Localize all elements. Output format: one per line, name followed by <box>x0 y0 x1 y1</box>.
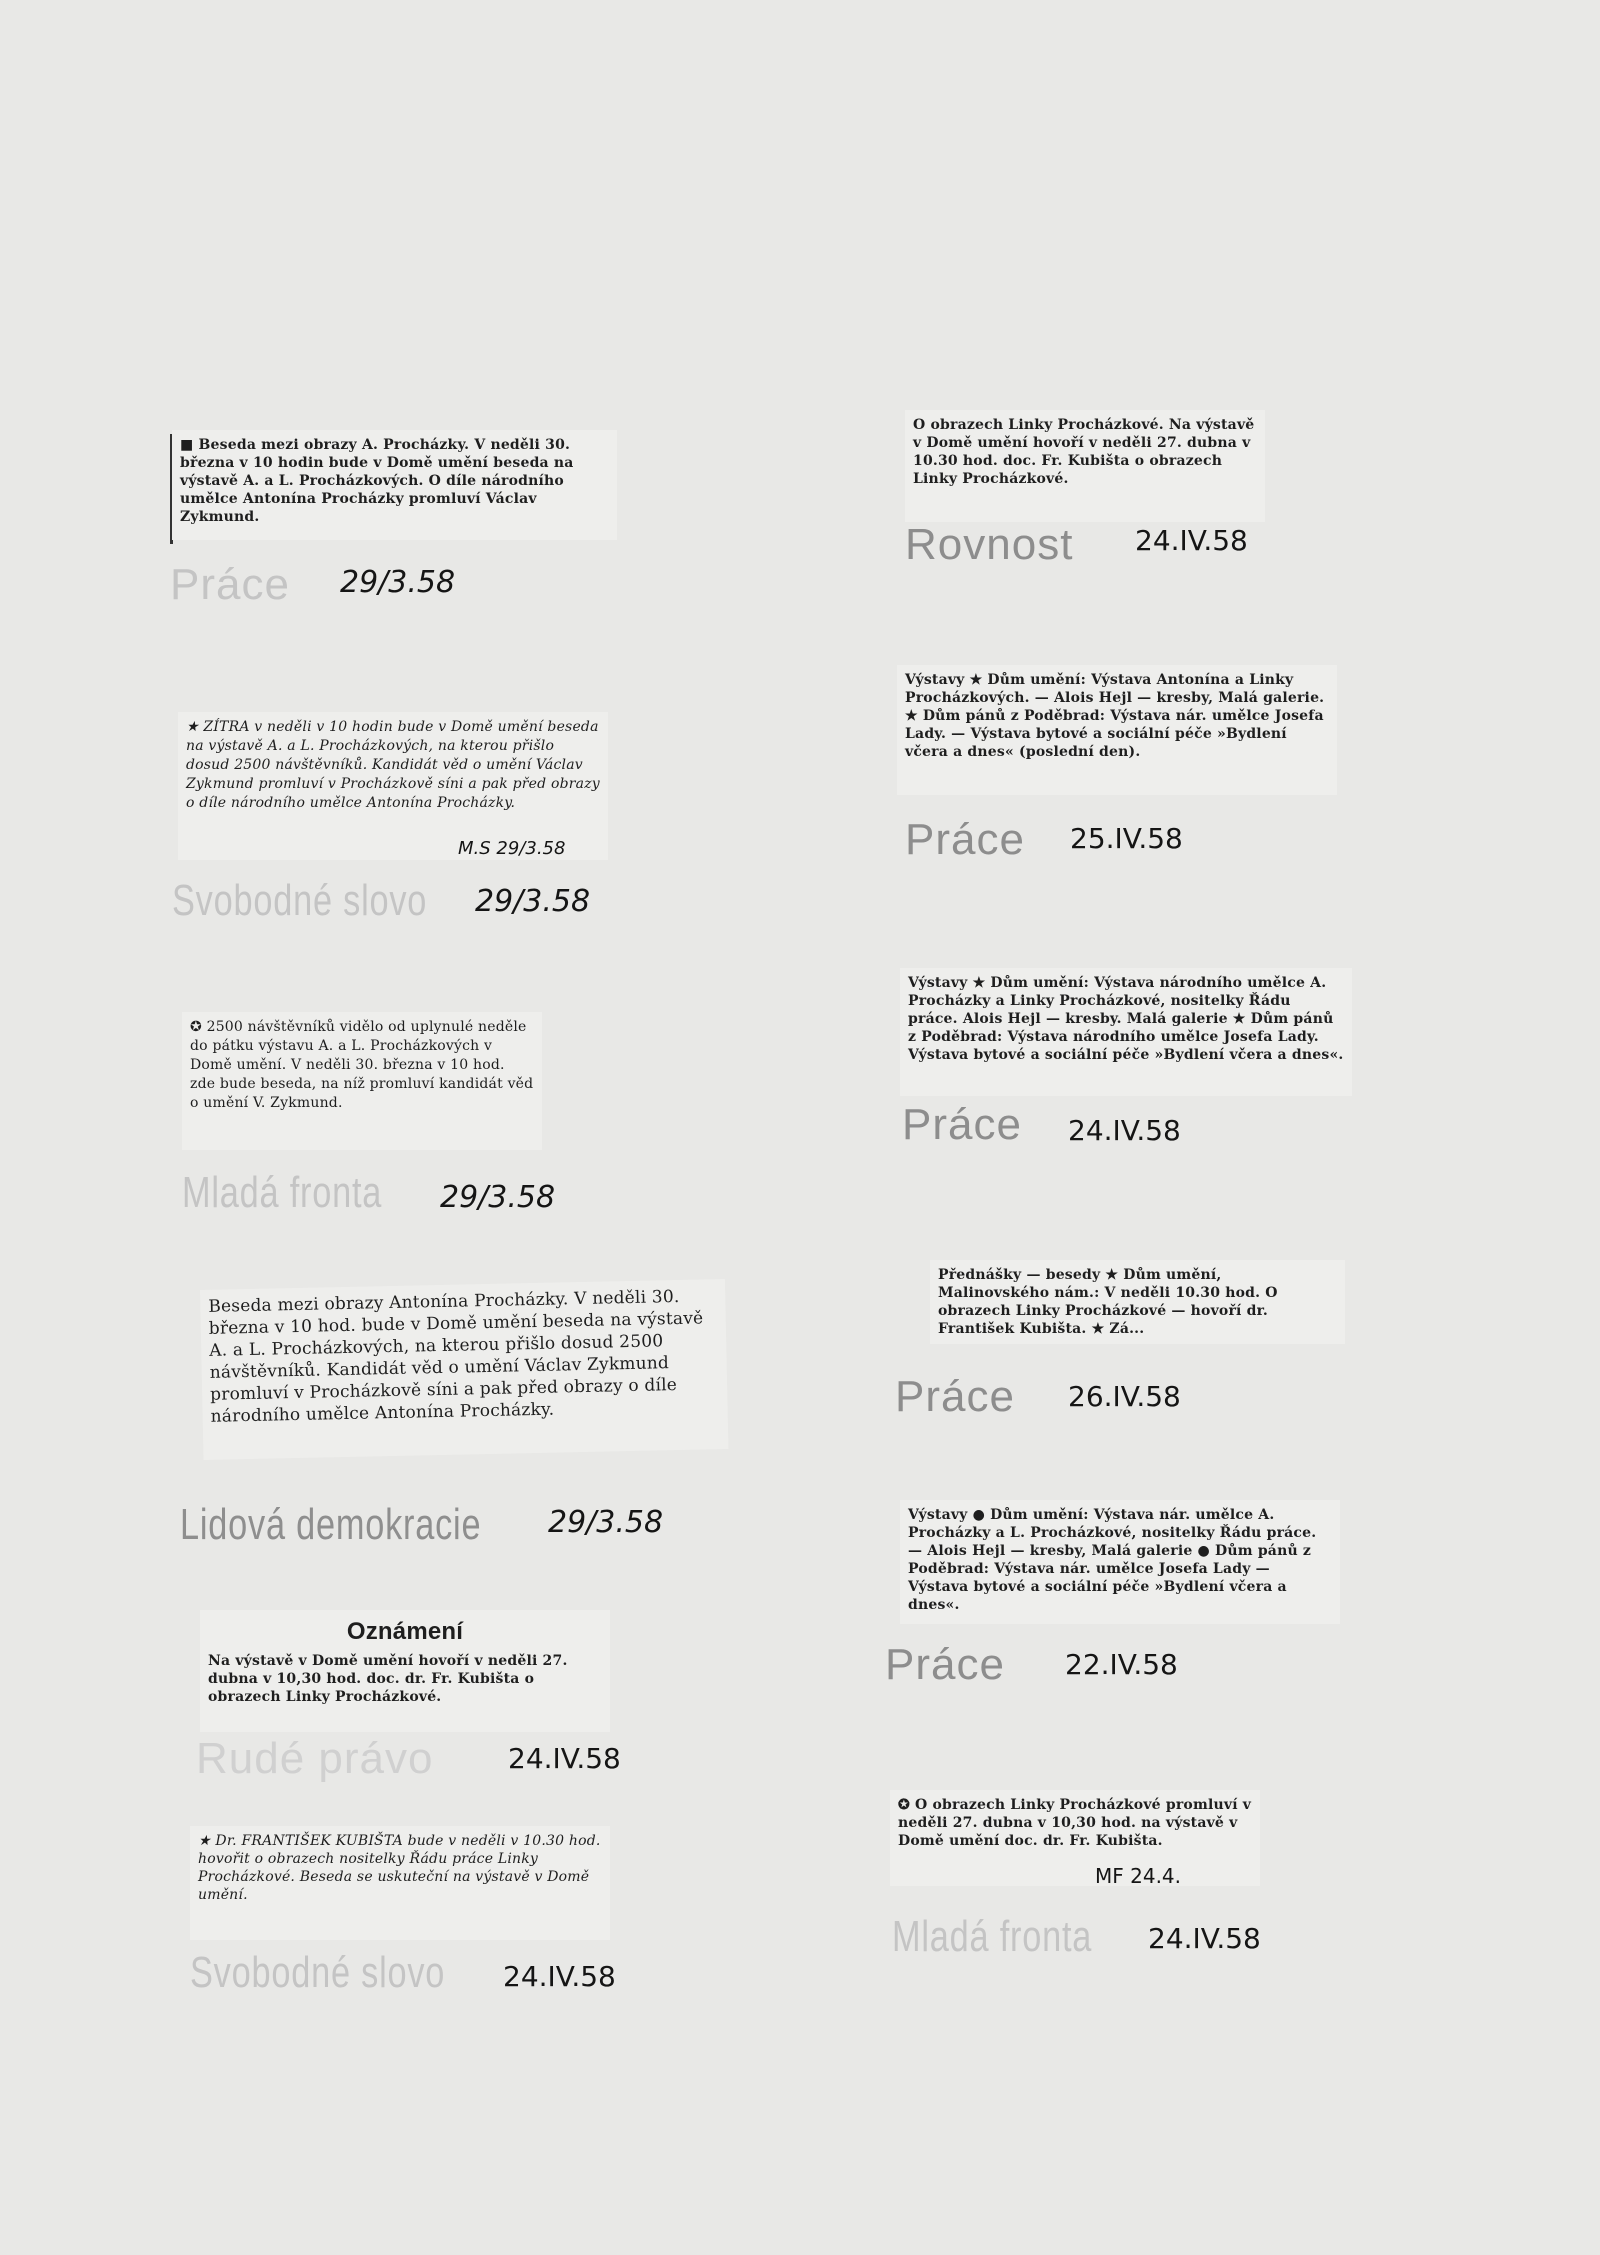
handwritten-note: MF 24.4. <box>1095 1864 1182 1888</box>
newspaper-source: Rudé právo <box>196 1734 434 1783</box>
handwritten-note: M.S 29/3.58 <box>458 838 566 859</box>
handwritten-date: 24.IV.58 <box>503 1960 616 1993</box>
newspaper-source: Lidová demokracie <box>180 1500 482 1549</box>
newspaper-clipping <box>905 410 1265 522</box>
newspaper-clipping <box>900 1500 1340 1624</box>
handwritten-date: 25.IV.58 <box>1070 822 1183 855</box>
newspaper-source: Rovnost <box>905 520 1074 569</box>
clipping-text: Beseda mezi obrazy Antonína Procházky. V neděli 30. března v 10 hod. bude v Domě umění beseda na výstavě A. a L. Procházkových, na kterou přišlo dosud 2500 návštěvníků. Kandidát věd o umění Václav Zykmund promluví v Procházkově síni a pak před obrazy o díle národního umělce Antonína Procházky. <box>208 1286 704 1427</box>
handwritten-date: 29/3.58 <box>440 1180 556 1215</box>
handwritten-date: 24.IV.58 <box>1068 1114 1181 1147</box>
handwritten-date: 29/3.58 <box>340 565 456 600</box>
handwritten-date: 24.IV.58 <box>508 1742 621 1775</box>
newspaper-clipping <box>200 1279 728 1460</box>
newspaper-clipping <box>897 665 1337 795</box>
handwritten-date: 29/3.58 <box>548 1505 664 1540</box>
clipping-text: ■ Beseda mezi obrazy A. Procházky. V neděli 30. března v 10 hodin bude v Domě umění beseda na výstavě A. a L. Procházkových. O díle národního umělce Antonína Procházky promluví Václav Zykmund. <box>180 437 574 525</box>
newspaper-source: Mladá fronta <box>182 1168 383 1217</box>
handwritten-date: 26.IV.58 <box>1068 1380 1181 1413</box>
newspaper-source: Práce <box>170 560 290 609</box>
clipping-title: Oznámení <box>346 1618 464 1645</box>
clipping-text: Výstavy ● Dům umění: Výstava nár. umělce A. Procházky a L. Procházkové, nositelky Řádu práce. — Alois Hejl — kresby, Malá galerie ● Dům pánů z Poděbrad: Výstava nár. umělce Josefa Lady — Výstava bytové a sociální péče »Bydlení včera a dnes«. <box>908 1507 1317 1613</box>
newspaper-clipping <box>930 1260 1345 1344</box>
newspaper-clipping <box>900 968 1352 1096</box>
newspaper-clipping <box>200 1610 610 1732</box>
newspaper-clipping <box>190 1826 610 1940</box>
newspaper-source: Svobodné slovo <box>190 1948 446 1997</box>
handwritten-date: 24.IV.58 <box>1148 1922 1261 1955</box>
clipping-text: Na výstavě v Domě umění hovoří v neděli 27. dubna v 10,30 hod. doc. dr. Fr. Kubišta o obrazech Linky Procházkové. <box>208 1653 568 1705</box>
handwritten-date: 22.IV.58 <box>1065 1648 1178 1681</box>
newspaper-clipping <box>182 1012 542 1150</box>
clipping-text: ★ ZÍTRA v neděli v 10 hodin bude v Domě umění beseda na výstavě A. a L. Procházkových, na kterou přišlo dosud 2500 návštěvníků. Kandidát věd o umění Václav Zykmund promluví v Procházkově síni a pak před obrazy o díle národního umělce Antonína Procházky. <box>186 719 600 811</box>
clipping-text: Přednášky — besedy ★ Dům umění, Malinovského nám.: V neděli 10.30 hod. O obrazech Linky Procházkové — hovoří dr. František Kubišta. ★ Zá... <box>938 1267 1278 1337</box>
newspaper-source: Práce <box>902 1100 1022 1149</box>
newspaper-clipping <box>890 1790 1260 1886</box>
clipping-text: O obrazech Linky Procházkové. Na výstavě v Domě umění hovoří v neděli 27. dubna v 10.30 hod. doc. Fr. Kubišta o obrazech Linky Procházkové. <box>913 417 1255 487</box>
newspaper-source: Svobodné slovo <box>172 876 428 925</box>
handwritten-date: 24.IV.58 <box>1135 524 1248 557</box>
clipping-text: ✪ O obrazech Linky Procházkové promluví v neděli 27. dubna v 10,30 hod. na výstavě v Domě umění doc. dr. Fr. Kubišta. <box>898 1797 1252 1849</box>
newspaper-source: Práce <box>895 1372 1015 1421</box>
clipping-text: ✪ 2500 návštěvníků vidělo od uplynulé neděle do pátku výstavu A. a L. Procházkových v Domě umění. V neděli 30. března v 10 hod. zde bude beseda, na níž promluví kandidát věd o umění V. Zykmund. <box>190 1019 534 1111</box>
newspaper-clipping <box>172 430 617 540</box>
newspaper-source: Mladá fronta <box>892 1912 1093 1961</box>
clipping-text: Výstavy ★ Dům umění: Výstava Antonína a Linky Procházkových. — Alois Hejl — kresby, Malá galerie. ★ Dům pánů z Poděbrad: Výstava nár. umělce Josefa Lady. — Výstava bytové a sociální péče »Bydlení včera a dnes« (poslední den). <box>905 672 1325 760</box>
newspaper-source: Práce <box>905 815 1025 864</box>
clipping-text: ★ Dr. FRANTIŠEK KUBIŠTA bude v neděli v 10.30 hod. hovořit o obrazech nositelky Řádu práce Linky Procházkové. Beseda se uskuteční na výstavě v Domě umění. <box>198 1833 601 1903</box>
newspaper-source: Práce <box>885 1640 1005 1689</box>
handwritten-date: 29/3.58 <box>475 884 591 919</box>
clipping-text: Výstavy ★ Dům umění: Výstava národního umělce A. Procházky a Linky Procházkové, nositelky Řádu práce. Alois Hejl — kresby. Malá galerie ★ Dům pánů z Poděbrad: Výstava národního umělce Josefa Lady. Výstava bytové a sociální péče »Bydlení včera a dnes«. <box>908 975 1344 1063</box>
